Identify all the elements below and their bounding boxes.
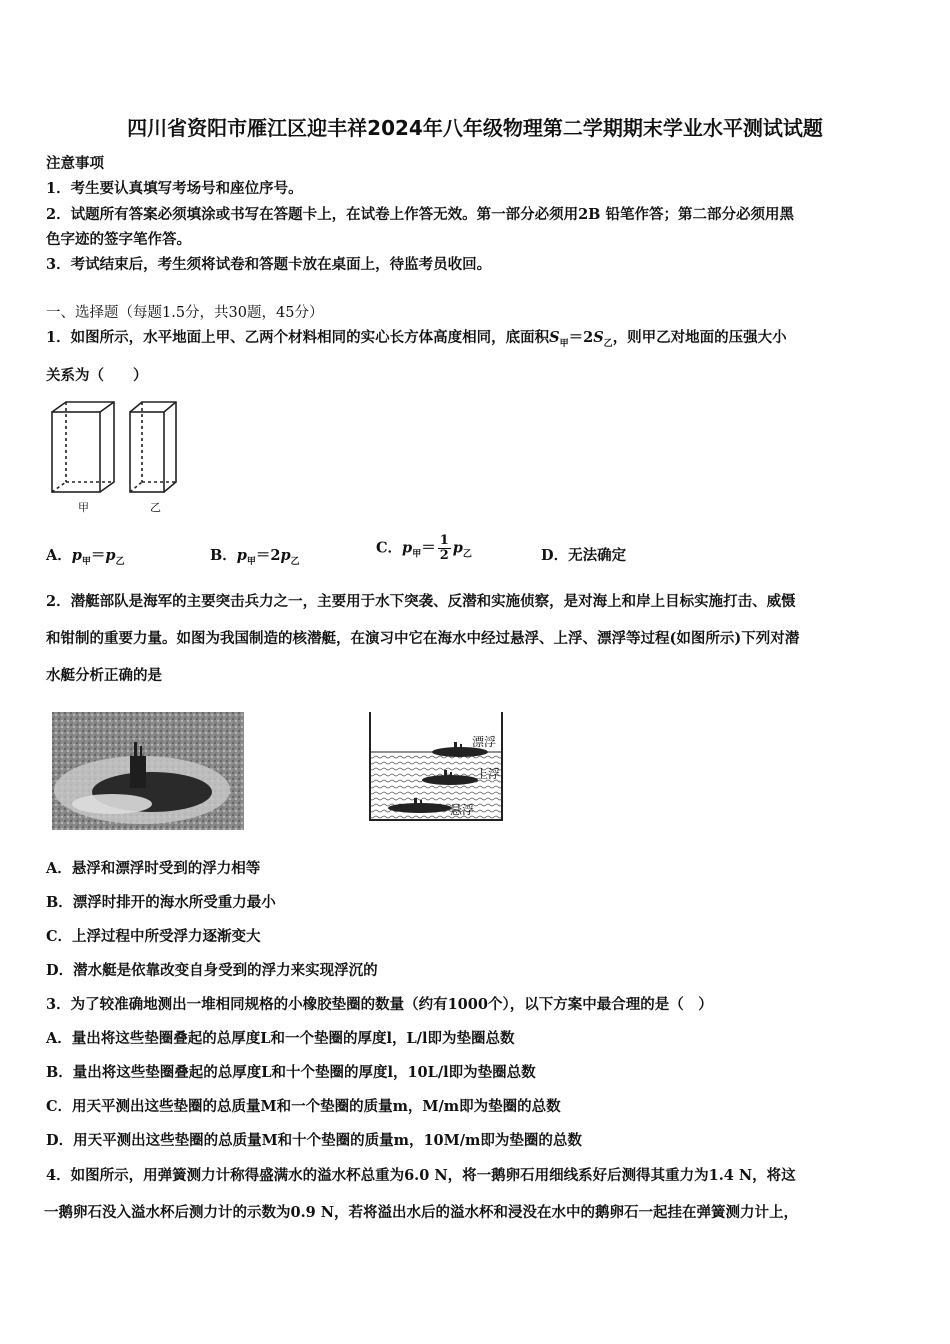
q3-option-a: A．量出将这些垫圈叠起的总厚度L和一个垫圈的厚度l，L/l即为垫圈总数 <box>46 1030 515 1047</box>
q1-eq: ＝2 <box>568 329 594 346</box>
q1-option-c <box>376 534 472 563</box>
notice-item-1: 1．考生要认真填写考场号和座位序号。 <box>46 180 303 197</box>
p-symbol: p <box>105 547 116 564</box>
q2-stem-line1: 2．潜艇部队是海军的主要突击兵力之一，主要用于水下突袭、反潜和实施侦察，是对海上和岸上目标实施打击、威慑 <box>46 593 796 610</box>
q1-fig-label-yi: 乙 <box>150 501 161 514</box>
p-symbol: p <box>402 539 413 557</box>
q1-fig-label-jia: 甲 <box>78 501 89 514</box>
q1-stem-text-a: 1．如图所示，水平地面上甲、乙两个材料相同的实心长方体高度相同，底面积 <box>46 329 550 346</box>
q1-option-c-label: C． <box>376 539 403 557</box>
label-floating: 漂浮 <box>472 735 497 749</box>
page-title: 四川省资阳市雁江区迎丰祥2024年八年级物理第二学期期末学业水平测试试题 <box>127 116 823 140</box>
sub-jia: 甲 <box>81 556 91 567</box>
q3-option-c: C．用天平测出这些垫圈的总质量M和一个垫圈的质量m，M/m即为垫圈的总数 <box>46 1098 561 1115</box>
sub-yi: 乙 <box>290 556 300 567</box>
notice-item-2-cont: 色字迹的签字笔作答。 <box>46 231 191 248</box>
q1-figure-boxes <box>44 398 194 518</box>
sub-jia: 甲 <box>412 549 422 560</box>
q2-option-a: A．悬浮和漂浮时受到的浮力相等 <box>46 860 261 877</box>
q1-stem-text-b: ，则甲乙对地面的压强大小 <box>612 329 787 346</box>
label-rising: 上浮 <box>476 767 501 781</box>
q2-option-b: B．漂浮时排开的海水所受重力最小 <box>46 894 276 911</box>
q1-option-d: D．无法确定 <box>541 547 627 564</box>
q1-option-a-label: A． <box>46 547 72 564</box>
q3-option-d: D．用天平测出这些垫圈的总质量M和十个垫圈的质量m，10M/m即为垫圈的总数 <box>46 1132 582 1149</box>
q1-option-b <box>210 544 300 567</box>
p-symbol: p <box>236 547 247 564</box>
notice-item-3: 3．考试结束后，考生须将试卷和答题卡放在桌面上，待监考员收回。 <box>46 256 492 273</box>
frac-den: 2 <box>439 548 449 563</box>
q2-option-c: C．上浮过程中所受浮力逐渐变大 <box>46 928 261 945</box>
q3-stem: 3．为了较准确地测出一堆相同规格的小橡胶垫圈的数量（约有1000个），以下方案中最合理的是（ ） <box>46 996 713 1013</box>
q1-stem-line2: 关系为（ ） <box>46 367 148 384</box>
eq-sign: ＝ <box>90 547 106 564</box>
fraction-half <box>438 534 451 563</box>
p-symbol: p <box>71 547 82 564</box>
q2-option-d: D．潜水艇是依靠改变自身受到的浮力来实现浮沉的 <box>46 962 378 979</box>
q2-stem-line2: 和钳制的重要力量。如图为我国制造的核潜艇，在演习中它在海水中经过悬浮、上浮、漂浮等过程(如图所示)下列对潜 <box>46 630 800 647</box>
box-yi <box>130 402 176 492</box>
eq-sign: ＝ <box>421 539 436 557</box>
frac-num: 1 <box>439 533 449 548</box>
q1-sub-jia: 甲 <box>559 338 569 349</box>
notice-item-2: 2．试题所有答案必须填涂或书写在答题卡上，在试卷上作答无效。第一部分必须用2B 铅笔作答；第二部分必须用黑 <box>46 206 794 223</box>
q1-stem-line1 <box>46 326 787 349</box>
q1-sub-yi: 乙 <box>603 338 613 349</box>
sub-yi: 乙 <box>462 549 472 560</box>
eq-two: ＝2 <box>255 547 281 564</box>
p-symbol: p <box>452 539 463 557</box>
section-heading: 一、选择题（每题1.5分，共30题，45分） <box>46 305 324 321</box>
q1-s-symbol-2: S <box>593 329 604 346</box>
sub-jia: 甲 <box>246 556 256 567</box>
q4-stem-line2: 一鹅卵石没入溢水杯后测力计的示数为0.9 N，若将溢出水后的溢水杯和浸没在水中的鹅卵石一起挂在弹簧测力计上， <box>44 1204 799 1221</box>
box-jia <box>52 402 114 492</box>
p-symbol: p <box>280 547 291 564</box>
q1-option-b-label: B． <box>210 547 237 564</box>
submarine-photo <box>52 712 244 830</box>
q4-stem-line1: 4．如图所示，用弹簧测力计称得盛满水的溢水杯总重为6.0 N，将一鹅卵石用细线系好后测得其重力为1.4 N，将这 <box>46 1167 796 1184</box>
sub-yi: 乙 <box>115 556 125 567</box>
label-suspended: 悬浮 <box>450 803 475 817</box>
q2-stem-line3: 水艇分析正确的是 <box>46 667 162 684</box>
notice-heading: 注意事项 <box>46 155 104 172</box>
q3-option-b: B．量出将这些垫圈叠起的总厚度L和十个垫圈的厚度l，10L/l即为垫圈总数 <box>46 1064 536 1081</box>
q1-s-symbol: S <box>549 329 560 346</box>
q1-option-a <box>46 544 125 567</box>
